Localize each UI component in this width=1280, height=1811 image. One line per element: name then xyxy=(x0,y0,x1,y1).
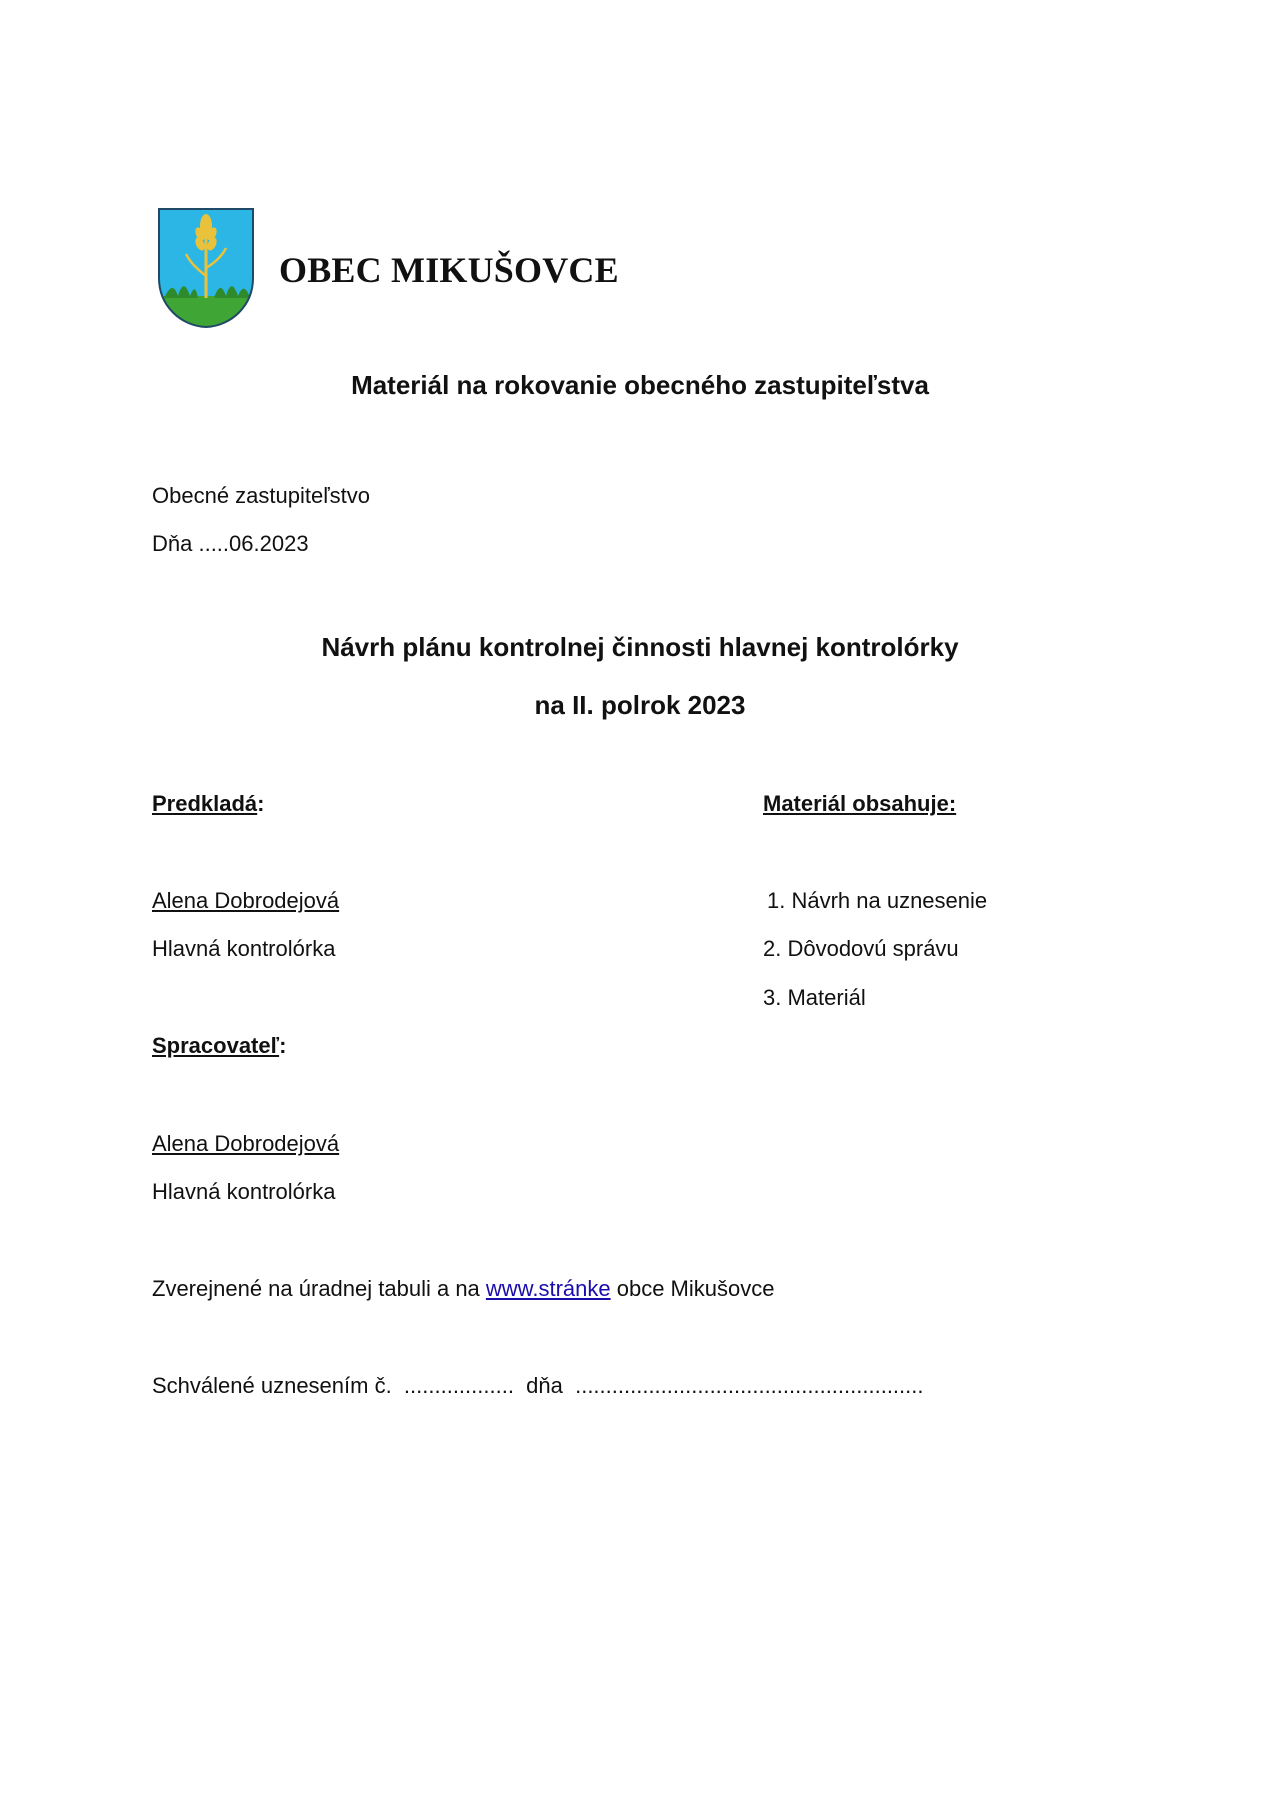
presenter-label xyxy=(152,791,265,817)
presenter-role: Hlavná kontrolórka xyxy=(152,936,336,961)
body-name: Obecné zastupiteľstvo xyxy=(152,483,370,508)
processor-label xyxy=(152,1033,286,1059)
presenter-label-text: Predkladá xyxy=(152,791,258,816)
contents-item: 1. Návrh na uznesenie xyxy=(767,888,988,913)
date-line: Dňa .....06.2023 xyxy=(152,531,309,556)
processor-name: Alena Dobrodejová xyxy=(152,1131,340,1156)
published-suffix: obce Mikušovce xyxy=(610,1276,775,1301)
contents-label-text: Materiál obsahuje: xyxy=(763,791,957,816)
processor-role: Hlavná kontrolórka xyxy=(152,1179,336,1204)
document-title: Materiál na rokovanie obecného zastupiteľstva xyxy=(351,370,929,400)
website-link[interactable]: www.stránke xyxy=(485,1276,611,1301)
published-prefix: Zverejnené na úradnej tabuli a na xyxy=(152,1276,486,1301)
subject-line-1: Návrh plánu kontrolnej činnosti hlavnej kontrolórky xyxy=(321,632,959,662)
subject-line-2: na II. polrok 2023 xyxy=(534,690,746,720)
contents-label xyxy=(763,791,956,817)
presenter-label-colon: : xyxy=(257,791,265,816)
contents-item: 2. Dôvodovú správu xyxy=(763,936,959,961)
processor-label-text: Spracovateľ xyxy=(152,1033,280,1058)
contents-item: 3. Materiál xyxy=(763,985,866,1010)
published-line xyxy=(152,1276,774,1302)
coat-of-arms-wheat-icon xyxy=(156,206,256,330)
processor-label-colon: : xyxy=(279,1033,287,1058)
approved-line: Schválené uznesením č. .................. dňa ......................................................... xyxy=(152,1373,924,1398)
org-name: OBEC MIKUŠOVCE xyxy=(279,250,619,290)
presenter-name: Alena Dobrodejová xyxy=(152,888,340,913)
